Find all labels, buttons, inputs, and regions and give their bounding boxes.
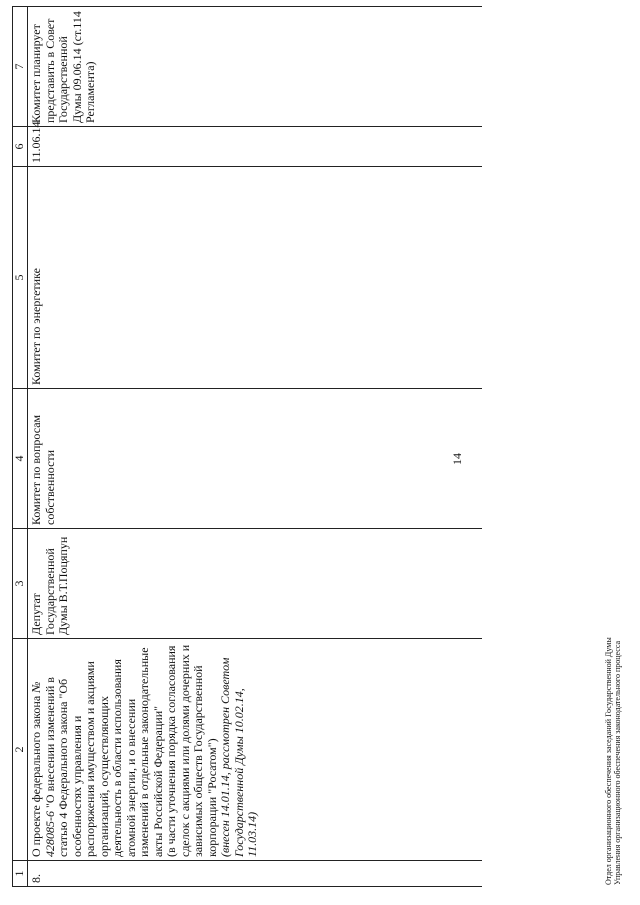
col-header-5: 5 [13,167,28,389]
footer-line-2: Управления организационного обеспечения законодательного процесса [613,640,622,885]
col-header-3: 3 [13,529,28,639]
bill-scope-note: (в части уточнения порядка согласования сделок с акциями или долями дочерних и зависимых обществ Государственной корпорации "Росатом") [164,644,219,857]
bill-author: Депутат Государственной Думы В.Т.Поцяпун [28,529,483,639]
col-header-1: 1 [13,861,28,887]
status-note: Комитет планирует представить в Совет Государственной Думы 09.06.14 (ст.114 Регламента) [28,7,483,127]
table-row [28,7,483,887]
bill-title-rest: "О внесении изменений в статью 4 Федерального закона "Об особенностях управления и распоряжения имуществом и акциями организаций, осуществляющих деятельность в области использования атомной энергии, и о внесении изменений в отдельные законодательные акты Российской Федерации" [42,647,165,857]
bill-history-note: (внесен 14.01.14, рассмотрен Советом Государственной Думы 10.02.14, 11.03.14) [218,657,259,857]
footer-line-1: Отдел организационного обеспечения заседаний Государственной Думы [604,637,613,885]
bill-title-start: О проекте федерального закона [29,692,43,857]
col-header-6: 6 [13,127,28,167]
schedule-table [12,6,482,887]
column-number-row [13,7,28,887]
col-header-7: 7 [13,7,28,127]
page-number: 14 [450,453,464,465]
bill-description [28,639,483,861]
bill-number: № 428085-6 [29,681,57,857]
responsible-committee: Комитет по вопросам собственности [28,389,483,529]
col-header-2: 2 [13,639,28,861]
col-header-4: 4 [13,389,28,529]
co-committee: Комитет по энергетике [28,167,483,389]
date-cell: 11.06.14 [28,127,483,167]
row-number: 8. [28,861,483,887]
